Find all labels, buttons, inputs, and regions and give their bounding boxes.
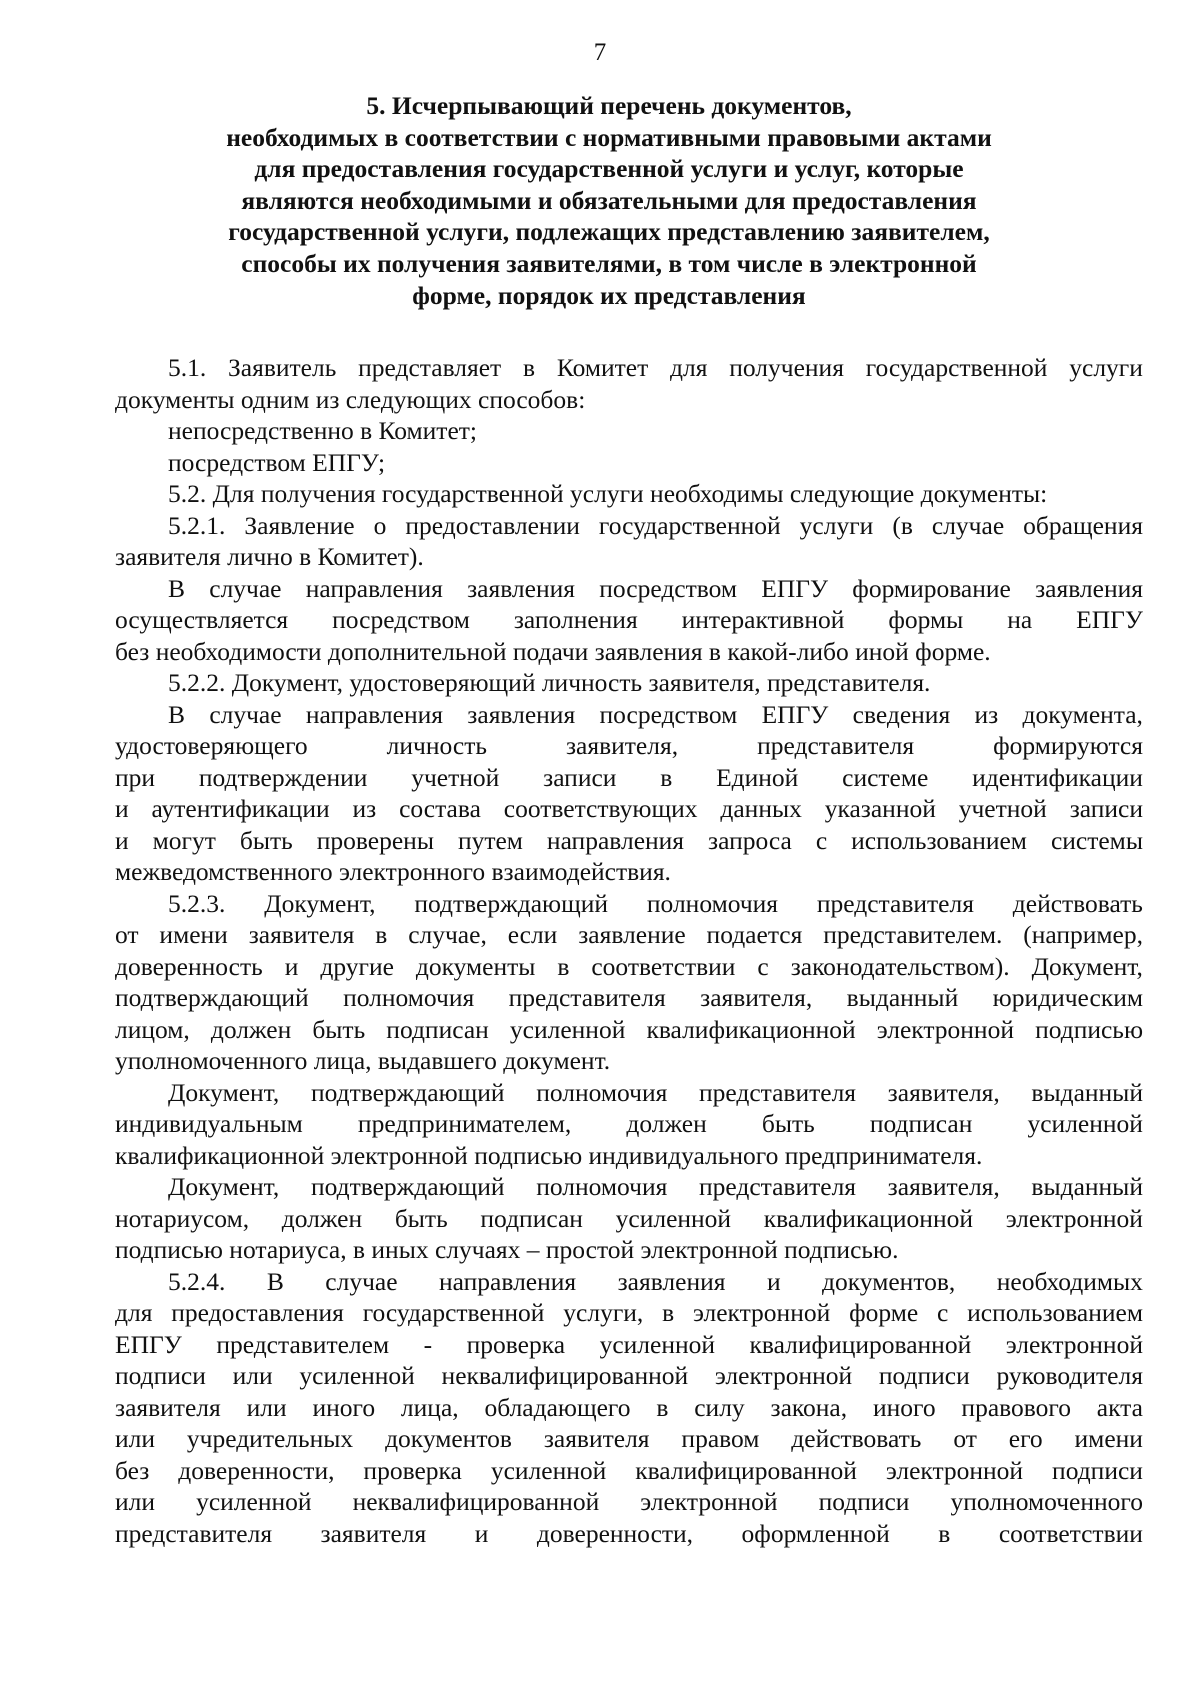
text-line <box>115 1486 1143 1518</box>
text-line <box>115 730 1143 762</box>
word: использованием <box>851 825 1027 855</box>
text-line <box>115 1297 1143 1329</box>
word: квалификационной <box>763 1203 973 1233</box>
word: представляет <box>358 353 502 382</box>
word: должен <box>626 1109 707 1138</box>
word: Единой <box>716 762 799 792</box>
word: системе <box>842 762 929 792</box>
text-line <box>115 793 1143 825</box>
word: и <box>115 825 129 855</box>
word: неквалифицированной <box>352 1487 600 1516</box>
word: правом <box>681 1424 760 1453</box>
text-line: 5.2.2. Документ, удостоверяющий личность заявителя, представителя. <box>168 668 931 697</box>
word: представителя <box>698 1172 857 1201</box>
word: ЕПГУ <box>1076 605 1143 634</box>
word: Документ, <box>264 888 376 918</box>
word: подписью <box>1035 1014 1143 1044</box>
word: направления <box>305 699 443 729</box>
word: документы <box>415 951 536 981</box>
word: на <box>1007 605 1033 634</box>
word: доверенности, <box>178 1455 335 1485</box>
word: в <box>557 951 570 981</box>
word: в <box>660 762 673 792</box>
word: лицом, <box>115 1014 190 1044</box>
document-body <box>115 352 1143 1549</box>
word: в <box>662 1298 675 1327</box>
text-line <box>115 1423 1143 1455</box>
word: (например, <box>1023 920 1143 949</box>
word: должен <box>281 1203 363 1233</box>
text-line <box>115 1455 1143 1487</box>
word: государственной <box>598 510 781 540</box>
word: из <box>352 794 377 823</box>
word: направления <box>546 825 685 855</box>
word: представителя <box>508 983 666 1012</box>
word: направления <box>439 1266 577 1296</box>
text-line: подписью нотариуса, в иных случаях – простой электронной подписью. <box>115 1235 899 1264</box>
word: усиленной <box>1027 1109 1143 1138</box>
word: В <box>168 699 186 729</box>
word: предоставления <box>171 1298 344 1327</box>
word: из <box>974 699 999 729</box>
word: доверенности, <box>536 1518 694 1548</box>
word: в <box>656 1392 669 1422</box>
word: выданный <box>1031 1077 1143 1107</box>
word: оформленной <box>741 1518 890 1548</box>
word: (в <box>892 510 913 540</box>
word: или <box>115 1424 156 1453</box>
word: В <box>168 573 186 603</box>
word: ЕПГУ <box>761 573 829 603</box>
word: Заявление <box>244 510 355 540</box>
word: Документ, <box>1031 951 1143 981</box>
word: выданный <box>846 983 959 1012</box>
word: заявителя, <box>700 983 813 1012</box>
word: или <box>232 1361 273 1390</box>
word: другие <box>320 951 394 981</box>
word: соответствующих <box>503 794 698 823</box>
word: электронной <box>1005 1329 1143 1359</box>
word: полномочия <box>646 888 779 918</box>
word: в <box>938 1518 951 1548</box>
word: полномочия <box>536 1172 668 1201</box>
word: электронной <box>640 1487 778 1516</box>
word: проверка <box>466 1329 566 1359</box>
word: получения <box>729 353 844 382</box>
text-line <box>115 1108 1143 1140</box>
word: В <box>266 1266 284 1296</box>
word: электронной <box>693 1298 831 1327</box>
word: или <box>246 1392 287 1422</box>
word: полномочия <box>536 1077 668 1107</box>
word: государственной <box>865 353 1048 382</box>
word: сведения <box>852 699 951 729</box>
word: путем <box>457 825 523 855</box>
word: услуги <box>799 510 874 540</box>
word: лица, <box>400 1392 459 1422</box>
word: случае <box>209 699 282 729</box>
word: интерактивной <box>681 605 845 634</box>
word: подтверждающий <box>115 983 309 1012</box>
word: документов, <box>822 1266 956 1296</box>
word: формируются <box>993 731 1143 760</box>
word: соответствии <box>591 951 736 981</box>
word: подписан <box>480 1203 583 1233</box>
word: и <box>766 1266 781 1296</box>
word: необходимых <box>996 1266 1143 1296</box>
word: услуги <box>1069 353 1143 382</box>
word: предоставлении <box>405 510 580 540</box>
word: проверка <box>363 1455 462 1485</box>
word: быть <box>239 825 293 855</box>
text-line <box>115 1171 1143 1203</box>
word: и <box>284 951 299 981</box>
word: усиленной <box>490 1455 607 1485</box>
word: для <box>670 353 708 382</box>
word: услуги, <box>563 1298 644 1327</box>
word: иного <box>312 1392 376 1422</box>
text-line <box>115 825 1143 857</box>
word: заявления <box>467 573 575 603</box>
word: если <box>507 920 558 949</box>
word: подписи <box>818 1487 910 1516</box>
word: и <box>474 1518 489 1548</box>
word: от <box>953 1424 977 1453</box>
word: имени <box>159 920 228 949</box>
word: и <box>115 794 129 823</box>
text-line <box>115 1518 1143 1550</box>
word: направления <box>305 573 443 603</box>
word: подписан <box>869 1109 973 1138</box>
text-line: заявителя лично в Комитет). <box>115 542 424 571</box>
word: заявителя, <box>887 1172 1000 1201</box>
word: заявление <box>578 920 686 949</box>
text-line <box>115 352 1143 384</box>
word: о <box>373 510 387 540</box>
word: подписан <box>386 1014 489 1044</box>
word: заявителя <box>248 920 355 949</box>
word: ЕПГУ <box>761 699 829 729</box>
word: посредством <box>599 573 738 603</box>
word: записи <box>1069 794 1143 823</box>
word: учетной <box>411 762 500 792</box>
text-line <box>115 888 1143 920</box>
word: заполнения <box>513 605 638 634</box>
heading-line: 5. Исчерпывающий перечень документов, <box>366 91 852 120</box>
word: усиленной <box>509 1014 626 1044</box>
word: акта <box>1096 1392 1143 1422</box>
word: с <box>757 951 769 981</box>
word: электронной <box>1005 1203 1143 1233</box>
word: Документ, <box>168 1077 280 1107</box>
word: усиленной <box>599 1329 716 1359</box>
word: от <box>115 920 139 949</box>
word: правового <box>961 1392 1071 1422</box>
word: действовать <box>791 1424 922 1453</box>
word: квалификационной <box>646 1014 856 1044</box>
word: могут <box>152 825 216 855</box>
word: подписи <box>115 1361 206 1390</box>
word: государственной <box>362 1298 545 1327</box>
word: посредством <box>332 605 470 634</box>
heading-line: для предоставления государственной услуги и услуг, которые <box>254 154 964 184</box>
word: индивидуальным <box>115 1109 303 1138</box>
text-line <box>115 1329 1143 1361</box>
word: указанной <box>824 794 936 823</box>
text-line: посредством ЕПГУ; <box>168 447 386 477</box>
page-number: 7 <box>593 39 607 66</box>
word: подписи <box>878 1361 970 1390</box>
word: проверены <box>316 825 434 855</box>
text-line <box>115 604 1143 636</box>
word: должен <box>210 1014 292 1044</box>
word: усиленной <box>299 1361 415 1390</box>
word: формирование <box>852 573 1011 603</box>
text-line <box>115 1077 1143 1109</box>
word: электронной <box>885 1455 1024 1485</box>
word: случае <box>931 510 1005 540</box>
text-line: уполномоченного лица, выдавшего документ. <box>115 1046 611 1075</box>
word: представителя <box>757 731 915 760</box>
word: идентификации <box>972 762 1143 792</box>
text-line <box>115 762 1143 794</box>
word: заявителя <box>320 1518 427 1548</box>
word: соответствии <box>998 1518 1143 1548</box>
word: 5.2.4. <box>168 1266 226 1296</box>
word: в <box>523 353 536 382</box>
word: квалифицированной <box>749 1329 972 1359</box>
word: усиленной <box>615 1203 732 1233</box>
word: иного <box>872 1392 936 1422</box>
word: при <box>115 762 156 792</box>
word: учредительных <box>186 1424 354 1453</box>
text-line <box>115 1392 1143 1424</box>
text-line <box>115 1203 1143 1235</box>
word: документа, <box>1022 699 1143 729</box>
word: форме <box>849 1298 919 1327</box>
word: случае <box>209 573 282 603</box>
word: - <box>423 1329 433 1359</box>
word: подтверждении <box>198 762 368 792</box>
word: закона, <box>770 1392 848 1422</box>
text-line <box>115 951 1143 983</box>
word: заявления <box>1035 573 1143 603</box>
word: запроса <box>708 825 792 855</box>
word: представителя <box>115 1518 273 1548</box>
word: представителем <box>216 1329 390 1359</box>
text-line <box>115 699 1143 731</box>
word: Документ, <box>168 1172 280 1201</box>
word: без <box>115 1455 150 1485</box>
word: юридическим <box>992 983 1143 1012</box>
word: формы <box>888 605 964 634</box>
text-line <box>115 1360 1143 1392</box>
word: полномочия <box>343 983 475 1012</box>
word: усиленной <box>196 1487 312 1516</box>
word: случае, <box>408 920 487 949</box>
word: системы <box>1050 825 1143 855</box>
word: быть <box>394 1203 448 1233</box>
word: быть <box>312 1014 366 1044</box>
word: обращения <box>1023 510 1143 540</box>
word: квалифицированной <box>635 1455 857 1485</box>
word: электронной <box>876 1014 1014 1044</box>
word: 5.2.3. <box>168 888 226 918</box>
word: законодательством). <box>790 951 1010 981</box>
text-line: межведомственного электронного взаимодействия. <box>115 857 671 886</box>
word: подтверждающий <box>310 1172 505 1201</box>
word: заявителя <box>543 1424 650 1453</box>
word: представителя <box>698 1077 857 1107</box>
word: осуществляется <box>115 605 289 634</box>
word: заявителя <box>115 1392 221 1422</box>
word: учетной <box>958 794 1047 823</box>
word: аутентификации <box>151 794 330 823</box>
text-line <box>115 510 1143 542</box>
word: руководителя <box>996 1361 1143 1390</box>
heading-line: государственной услуги, подлежащих представлению заявителем, <box>228 217 990 247</box>
word: случае <box>325 1266 398 1296</box>
word: уполномоченного <box>950 1487 1143 1516</box>
heading-line: являются необходимыми и обязательными для предоставления <box>241 185 977 215</box>
word: данных <box>720 794 802 823</box>
word: предпринимателем, <box>357 1109 572 1138</box>
word: Комитет <box>556 353 649 382</box>
text-line: документы одним из следующих способов: <box>115 384 586 414</box>
word: подается <box>706 920 803 949</box>
word: быть <box>761 1109 815 1138</box>
word: 5.1. <box>168 353 207 382</box>
word: его <box>1008 1424 1043 1453</box>
word: использованием <box>967 1298 1143 1327</box>
text-line: квалификационной электронной подписью индивидуального предпринимателя. <box>115 1140 983 1170</box>
text-line <box>115 982 1143 1014</box>
heading-line: способы их получения заявителями, в том числе в электронной <box>241 248 977 278</box>
text-line: без необходимости дополнительной подачи заявления в какой-либо иной форме. <box>115 636 991 666</box>
word: имени <box>1074 1424 1143 1453</box>
word: удостоверяющего <box>115 731 308 760</box>
word: подтверждающий <box>310 1077 505 1107</box>
word: выданный <box>1031 1172 1143 1201</box>
word: с <box>815 825 828 855</box>
word: 5.2.1. <box>168 510 226 540</box>
word: заявления <box>467 699 576 729</box>
word: действовать <box>1012 888 1143 918</box>
word: представителя <box>816 888 974 918</box>
word: документов <box>385 1424 512 1453</box>
word: заявления <box>617 1266 726 1296</box>
word: в <box>375 920 388 949</box>
word: Заявитель <box>228 353 337 382</box>
text-line <box>115 1266 1143 1298</box>
text-line: 5.2. Для получения государственной услуги необходимы следующие документы: <box>168 479 1048 508</box>
section-heading <box>160 90 1058 311</box>
word: силу <box>694 1392 745 1422</box>
word: с <box>937 1298 949 1327</box>
word: неквалифицированной <box>441 1361 689 1390</box>
word: посредством <box>599 699 738 729</box>
word: доверенность <box>115 951 263 981</box>
word: обладающего <box>484 1392 631 1422</box>
heading-line: форме, порядок их представления <box>412 280 806 310</box>
word: подтверждающий <box>414 888 609 918</box>
word: состава <box>399 794 481 823</box>
word: записи <box>543 762 617 792</box>
word: электронной <box>714 1361 853 1390</box>
word: представителем. <box>823 920 1003 949</box>
text-line: непосредственно в Комитет; <box>168 416 478 445</box>
word: или <box>115 1487 156 1516</box>
word: заявителя, <box>887 1077 1000 1107</box>
heading-line: необходимых в соответствии с нормативными правовыми актами <box>226 122 992 152</box>
text-line <box>115 573 1143 605</box>
word: для <box>115 1298 153 1327</box>
word: личность <box>386 731 487 760</box>
word: нотариусом, <box>115 1203 250 1233</box>
text-line <box>115 1014 1143 1046</box>
word: заявителя, <box>565 731 679 760</box>
word: ЕПГУ <box>115 1329 182 1359</box>
word: подписи <box>1052 1455 1143 1485</box>
text-line <box>115 919 1143 951</box>
